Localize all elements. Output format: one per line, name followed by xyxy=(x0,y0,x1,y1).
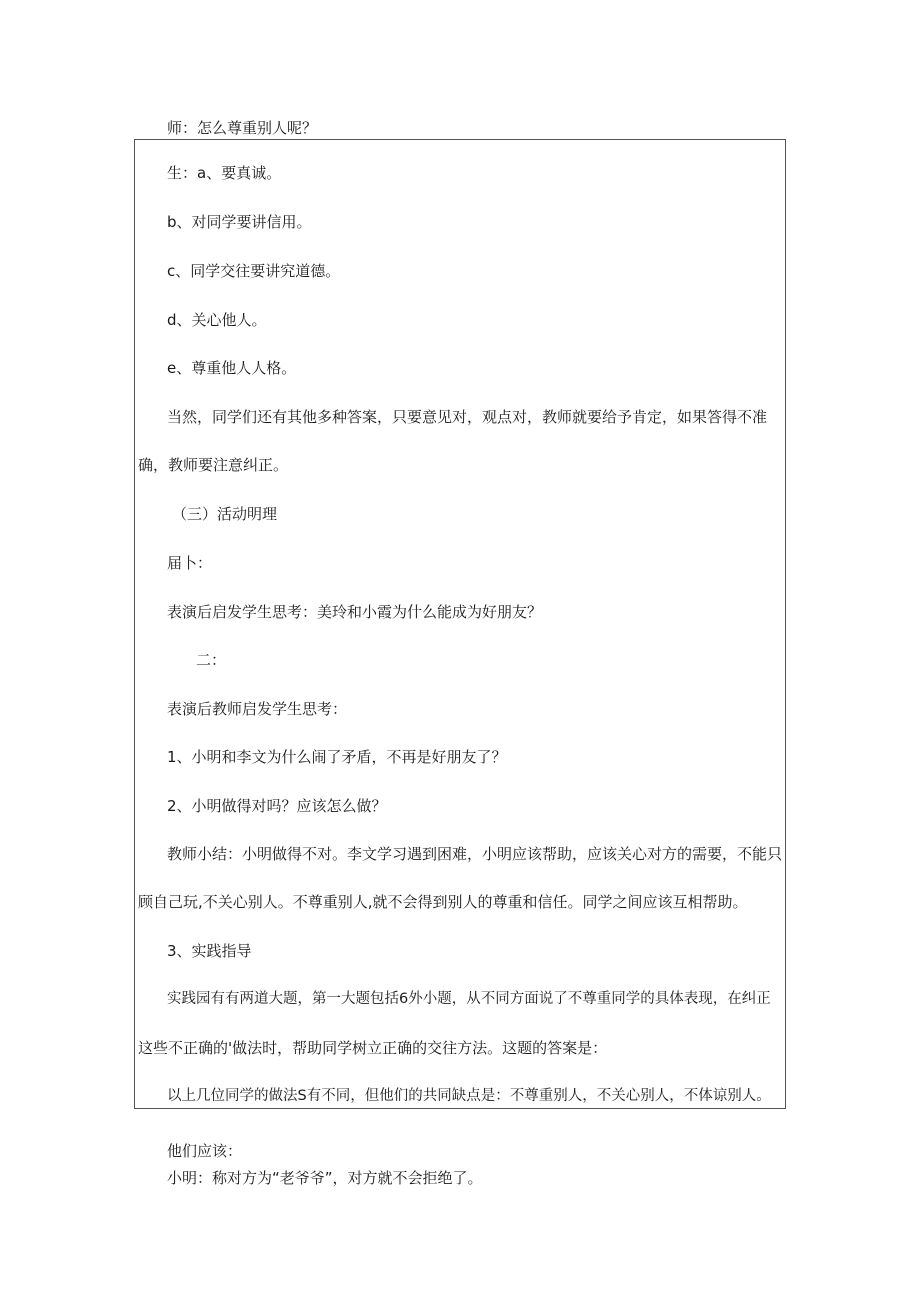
intro-line: 师：怎么尊重别人呢？ xyxy=(167,119,318,137)
summary-line-2: 顾自己玩,不关心别人。不尊重别人,就不会得到别人的尊重和信任。同学之间应该互相帮助。 xyxy=(138,893,748,911)
note-line-2: 确，教师要注意纠正。 xyxy=(138,456,289,474)
answer-a: 生：a、要真诚。 xyxy=(167,164,282,182)
question-1: 1、小明和李文为什么闹了矛盾，不再是好朋友了？ xyxy=(167,748,507,766)
answer-e: e、尊重他人人格。 xyxy=(167,359,297,377)
practice-line-1: 实践园有有两道大题，第一大题包括6外小题，从不同方面说了不尊重同学的具体表现，在纠正 xyxy=(167,991,771,1007)
answer-d: d、关心他人。 xyxy=(167,311,267,329)
after-line-1: 他们应该： xyxy=(167,1142,243,1160)
practice-line-3: 以上几位同学的做法S有不同，但他们的共同缺点是：不尊重别人，不关心别人，不体谅别人。 xyxy=(167,1088,771,1104)
after-line-2: 小明：称对方为“老爷爷”，对方就不会拒绝了。 xyxy=(167,1169,483,1187)
summary-line-1: 教师小结：小明做得不对。李文学习遇到困难，小明应该帮助，应该关心对方的需要，不能只 xyxy=(167,845,783,863)
note-line-1: 当然，同学们还有其他多种答案，只要意见对，观点对，教师就要给予肯定，如果答得不准 xyxy=(167,408,768,426)
part-two-intro: 表演后教师启发学生思考： xyxy=(167,700,348,718)
question-2: 2、小明做得对吗？应该怎么做？ xyxy=(167,797,387,815)
part-one-label: 届卜： xyxy=(167,554,213,572)
answer-b: b、对同学要讲信用。 xyxy=(167,213,312,231)
practice-line-2: 这些不正确的'做法时，帮助同学树立正确的交往方法。这题的答案是： xyxy=(138,1039,608,1057)
section-heading: （三）活动明理 xyxy=(172,505,278,523)
answer-c: c、同学交往要讲究道德。 xyxy=(167,262,341,280)
part-one-question: 表演后启发学生思考：美玲和小霞为什么能成为好朋友？ xyxy=(167,603,543,621)
practice-heading: 3、实践指导 xyxy=(167,942,252,960)
part-two-label: 二： xyxy=(196,651,227,669)
content-box xyxy=(134,139,786,1109)
